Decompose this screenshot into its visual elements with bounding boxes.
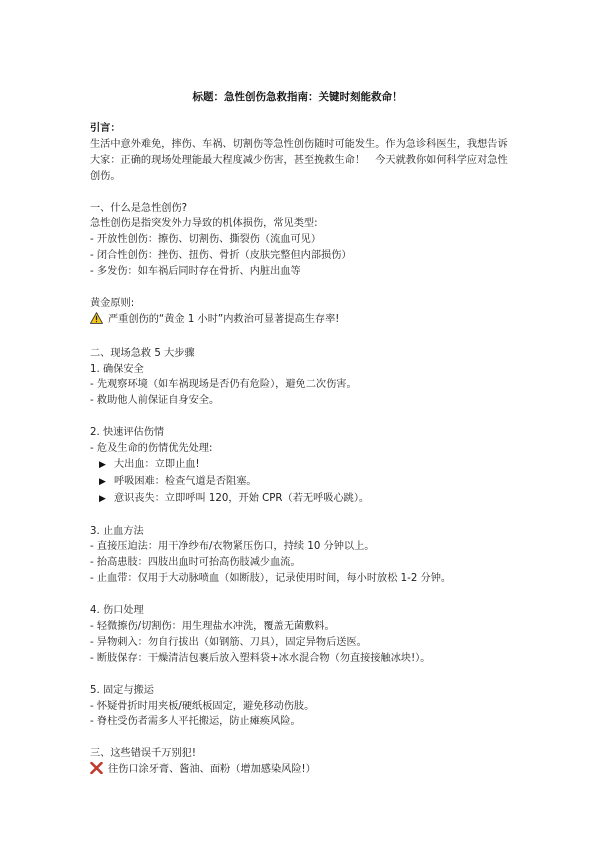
document-body [90,121,515,780]
intro-heading: 引言： [90,123,121,134]
spacer [90,730,515,746]
spacer [90,409,515,425]
list-item [90,457,515,474]
list-item [90,491,515,508]
list-item: - 多发伤：如车祸后同时存在骨折、内脏出血等 [90,266,301,278]
section-heading-first-aid-steps: 二、现场急救 5 大步骤 [90,347,195,359]
list-item: - 直接压迫法：用干净纱布/衣物紧压伤口，持续 10 分钟以上。 [90,541,375,553]
spacer [90,508,515,524]
list-item: - 先观察环境（如车祸现场是否仍有危险），避免二次伤害。 [90,379,357,391]
mistake-text: 往伤口涂牙膏、酱油、面粉（增加感染风险!） [108,764,316,776]
golden-rule-heading: 黄金原则: [90,297,135,309]
cross-mark-icon [90,762,103,780]
step-title-assessment: 2. 快速评估伤情 [90,427,165,439]
assessment-item-breathing: 呼吸困难：检查气道是否阻塞。 [114,475,257,487]
spacer [90,185,515,201]
step-title-immobilization: 5. 固定与搬运 [90,684,154,696]
assessment-item-bleeding: 大出血：立即止血! [114,458,200,470]
document-title: 标题：急性创伤急救指南：关键时刻能救命！ [192,91,403,103]
list-item: - 救助他人前保证自身安全。 [90,395,220,407]
list-item [90,474,515,491]
arrow-right-icon: ▶ [99,493,106,504]
trauma-definition: 急性创伤是指突发外力导致的机体损伤，常见类型: [90,218,318,230]
list-item: - 闭合性创伤：挫伤、扭伤、骨折（皮肤完整但内部损伤） [90,250,352,262]
spacer [90,330,515,346]
list-item: - 抬高患肢：四肢出血时可抬高伤肢减少血流。 [90,557,301,569]
mistake-line [90,762,515,780]
warning-icon [90,312,103,330]
list-item: - 断肢保存：干燥清洁包裹后放入塑料袋+冰水混合物（勿直接接触冰块!）。 [90,652,431,664]
golden-rule-text: 严重创伤的“黄金 1 小时”内救治可显著提高生存率! [108,313,340,325]
list-item: - 脊柱受伤者需多人平托搬运，防止瘫痪风险。 [90,716,301,728]
assessment-lead: - 危及生命的伤情优先处理: [90,443,213,455]
arrow-right-icon: ▶ [99,459,106,470]
spacer [90,667,515,683]
list-item: - 轻微擦伤/切割伤：用生理盐水冲洗，覆盖无菌敷料。 [90,621,335,632]
assessment-item-consciousness: 意识丧失：立即呼叫 120，开始 CPR（若无呼吸心跳）。 [114,492,370,504]
step-title-wound-care: 4. 伤口处理 [90,605,144,617]
list-item: - 开放性创伤：擦伤、切割伤、撕裂伤（流血可见） [90,234,322,246]
list-item: - 止血带：仅用于大动脉喷血（如断肢），记录使用时间，每小时放松 1-2 分钟。 [90,573,452,585]
golden-rule-line [90,312,515,330]
intro-paragraph: 生活中意外难免，摔伤、车祸、切割伤等急性创伤随时可能发生。作为急诊科医生，我想告诉大家：正确的现场处理能最大程度减少伤害，甚至挽救生命！ 今天就教你如何科学应对急性创伤。 [90,138,508,182]
step-title-safety: 1. 确保安全 [90,363,144,375]
section-heading-what-is-trauma: 一、什么是急性创伤? [90,202,188,214]
spacer [90,587,515,603]
section-heading-common-mistakes: 三、这些错误千万别犯! [90,748,196,760]
step-title-bleeding-control: 3. 止血方法 [90,525,144,537]
list-item: - 异物刺入：勿自行拔出（如钢筋、刀具），固定异物后送医。 [90,636,367,648]
arrow-right-icon: ▶ [99,476,106,487]
spacer [90,280,515,296]
list-item: - 怀疑骨折时用夹板/硬纸板固定，避免移动伤肢。 [90,700,315,712]
